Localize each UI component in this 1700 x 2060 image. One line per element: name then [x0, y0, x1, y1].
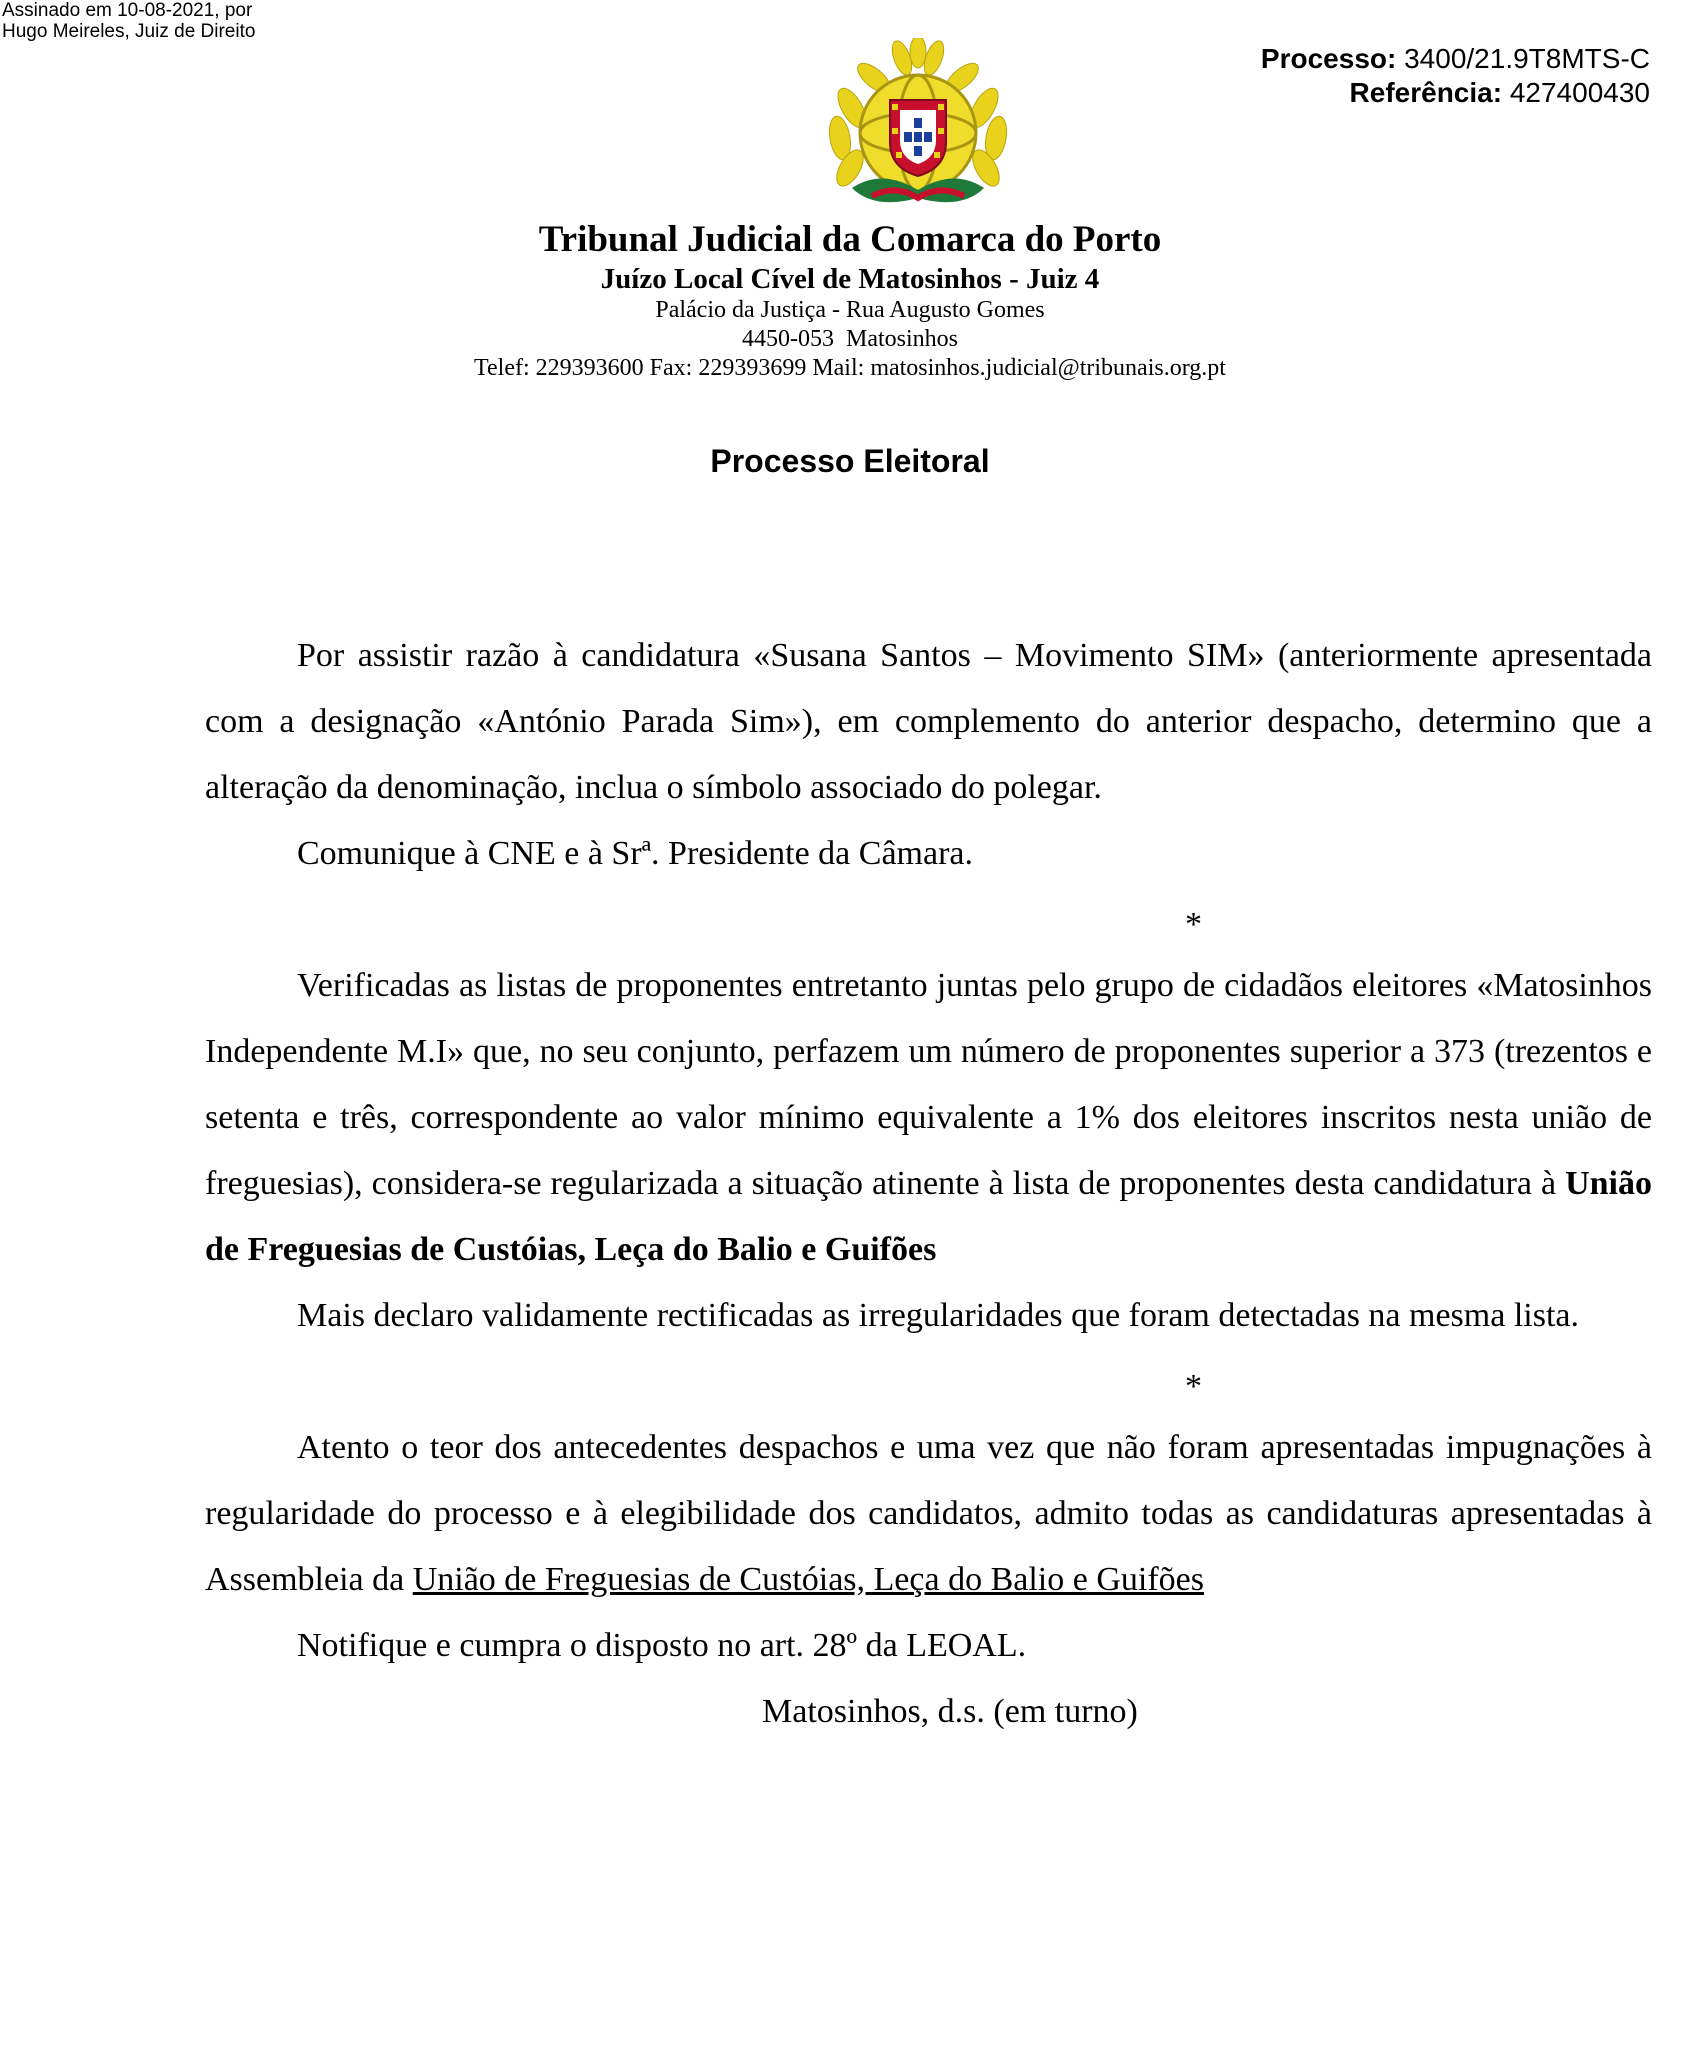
- court-contact: Telef: 229393600 Fax: 229393699 Mail: matosinhos.judicial@tribunais.org.pt: [474, 355, 1226, 381]
- referencia-line: [1261, 76, 1650, 110]
- document-body: [205, 623, 1652, 1745]
- referencia-value: 427400430: [1509, 77, 1650, 108]
- signature-stamp: [2, 0, 255, 42]
- document-title: Processo Eleitoral: [710, 443, 990, 479]
- court-address-line2: 4450-053 Matosinhos: [742, 326, 958, 352]
- paragraph-5-underline: União de Freguesias de Custóias, Leça do Balio e Guifões: [412, 1561, 1204, 1598]
- court-juizo: Juízo Local Cível de Matosinhos - Juiz 4: [600, 263, 1100, 295]
- signature-stamp-line2: Hugo Meireles, Juiz de Direito: [2, 21, 256, 42]
- portuguese-coat-of-arms-icon: [812, 38, 1024, 216]
- processo-label: Processo:: [1260, 43, 1397, 74]
- paragraph-6: Notifique e cumpra o disposto no art. 28º da LEOAL.: [297, 1627, 1027, 1664]
- paragraph-5: [205, 1415, 1652, 1613]
- referencia-label: Referência:: [1349, 77, 1503, 108]
- paragraph-2: Comunique à CNE e à Srª. Presidente da Câmara.: [297, 835, 973, 872]
- court-address-line1: Palácio da Justiça - Rua Augusto Gomes: [655, 297, 1045, 323]
- separator-asterisk-2: *: [1185, 1368, 1202, 1405]
- paragraph-4: Mais declaro validamente rectificadas as irregularidades que foram detectadas na mesma lista.: [297, 1297, 1579, 1334]
- paragraph-3-bold: União de Freguesias de Custóias, Leça do Balio e Guifões: [205, 1165, 1652, 1268]
- paragraph-3-text: Verificadas as listas de proponentes entretanto juntas pelo grupo de cidadãos eleitores «Matosinhos Independente M.I» que, no seu conjunto, perfazem um número de proponentes superior a 373 (trezentos e setenta e três, correspondente ao valor mínimo equivalente a 1% dos eleitores inscritos nesta união de freguesias), considera-se regularizada a situação atinente à lista de proponentes desta candidatura à: [205, 967, 1652, 1202]
- paragraph-3: [205, 953, 1652, 1283]
- processo-value: 3400/21.9T8MTS-C: [1404, 43, 1650, 74]
- separator-asterisk: *: [1185, 906, 1202, 943]
- paragraph-1: Por assistir razão à candidatura «Susana Santos – Movimento SIM» (anteriormente apresentada com a designação «António Parada Sim»), em complemento do anterior despacho, determino que a alteração da denominação, inclua o símbolo associado do polegar.: [205, 637, 1652, 806]
- paragraph-5-text: Atento o teor dos antecedentes despachos e uma vez que não foram apresentadas impugnações à regularidade do processo e à elegibilidade dos candidatos, admito todas as candidaturas apresentadas à Assembleia da: [205, 1429, 1652, 1598]
- processo-line: [1261, 42, 1650, 76]
- process-reference: [1261, 42, 1650, 110]
- signature-stamp-line1: Assinado em 10-08-2021, por: [2, 0, 253, 21]
- closing-line: Matosinhos, d.s. (em turno): [762, 1693, 1138, 1730]
- court-name: Tribunal Judicial da Comarca do Porto: [538, 219, 1162, 260]
